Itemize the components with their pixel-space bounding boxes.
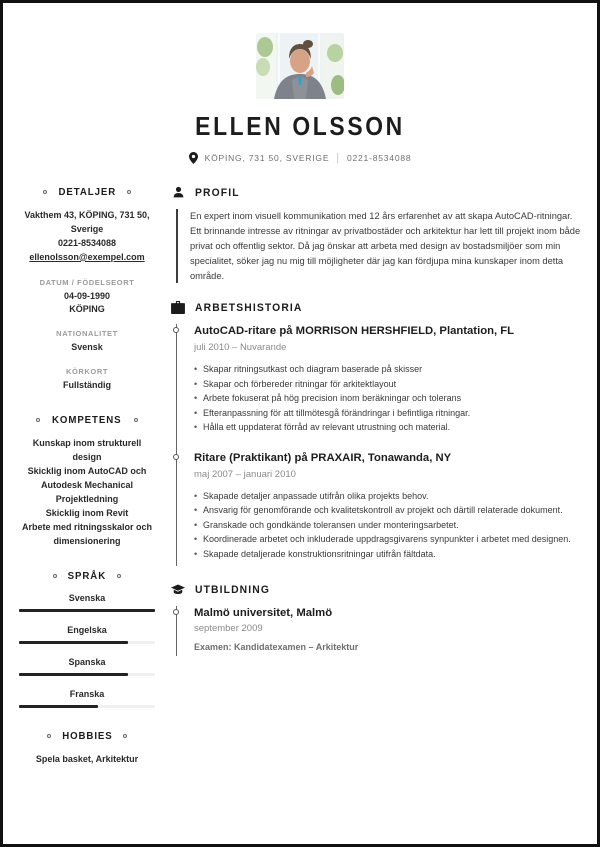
language-bar [19, 673, 155, 676]
job-bullet: • Skapar och förbereder ritningar för arkitektlayout [194, 377, 583, 392]
job-bullet-list [194, 489, 583, 562]
phone-sidebar-text: 0221-8534088 [57, 237, 117, 248]
language-item [19, 625, 155, 644]
skills-header [19, 414, 155, 426]
job-bullet: • Granskade och gondkände toleransen under monteringsarbetet. [194, 518, 583, 533]
ring-icon [134, 418, 138, 422]
sidebar [19, 186, 155, 789]
profile-text: En expert inom visuell kommunikation med 12 års erfarenhet av att skapa AutoCAD-ritningar. Ett brinnande intresse av ritningar av privatbostäder och arkitektur har lett till projekt inom både privat och offentlig sektor. Då jag önskar att arbeta med design av bostadsmiljöer som min specialitet, söker jag nu mig till möjligheter där jag kan fördjupa mina kunskaper inom detta område. [190, 211, 581, 281]
graduation-cap-icon [171, 584, 185, 596]
education-period: september 2009 [194, 623, 263, 635]
profile-body [176, 209, 581, 283]
ring-icon [117, 574, 121, 578]
details-title: DETALJER [58, 186, 116, 198]
ring-icon [36, 418, 40, 422]
candidate-name: ELLEN OLSSON [195, 111, 405, 141]
timeline-dot-icon [173, 327, 179, 333]
education-timeline [176, 606, 583, 657]
briefcase-icon [171, 301, 185, 314]
education-entry [194, 606, 583, 657]
location-pin-icon [189, 152, 198, 164]
job-period: juli 2010 – Nuvarande [194, 342, 287, 354]
job-bullet: • Koordinerade arbetet och inkluderade uppdragsgivarens synpunkter i arbetet med designen. [194, 532, 583, 547]
job-entry [194, 451, 583, 566]
profile-photo-illustration [256, 33, 344, 99]
work-header [171, 301, 583, 314]
ring-icon [127, 190, 131, 194]
timeline-dot-icon [173, 609, 179, 615]
content-columns [3, 186, 597, 789]
language-item [19, 593, 155, 612]
language-bar [19, 609, 155, 612]
nationality-value: Svensk [71, 341, 103, 352]
birth-date: 04-09-1990 [63, 290, 111, 301]
job-heading: Ritare (Praktikant) på PRAXAIR, Tonawanda, NY [194, 451, 452, 464]
profile-photo [256, 33, 344, 99]
skill-item: Skicklig inom AutoCAD och Autodesk Mechanical [27, 465, 147, 490]
contact-divider: | [336, 152, 340, 164]
work-title: ARBETSHISTORIA [195, 301, 303, 314]
ring-icon [47, 734, 51, 738]
job-bullet: • Arbete fokuserat på hög precision inom beräkningar och tolerans [194, 391, 583, 406]
section-profile [171, 186, 583, 283]
contact-line [3, 152, 597, 164]
ring-icon [53, 574, 57, 578]
license-label: KÖRKORT [65, 366, 109, 376]
hobbies-text: Spela basket, Arkitektur [35, 754, 139, 765]
section-hobbies [19, 730, 155, 767]
main-column [155, 186, 583, 789]
language-bar [19, 705, 155, 708]
language-name: Engelska [67, 625, 107, 636]
education-title: UTBILDNING [195, 583, 271, 596]
job-heading: AutoCAD-ritare på MORRISON HERSHFIELD, Plantation, FL [194, 325, 515, 338]
skill-item: Arbete med ritningsskalor och dimensionering [21, 521, 153, 546]
person-icon [171, 186, 185, 199]
work-timeline [176, 324, 583, 565]
details-header [19, 186, 155, 198]
job-bullet: • Skapade detaljer anpassade utifrån olika projekts behov. [194, 489, 583, 504]
ring-icon [43, 190, 47, 194]
languages-header [19, 570, 155, 582]
language-name: Spanska [68, 657, 106, 668]
job-bullet: • Hålla ett uppdaterat förråd av relevant utrustning och material. [194, 420, 583, 435]
nationality-label: NATIONALITET [56, 328, 118, 338]
language-item [19, 657, 155, 676]
job-entry [194, 324, 583, 451]
email-link[interactable]: ellenolsson@exempel.com [29, 251, 145, 262]
degree-text: Examen: Kandidatexamen – Arkitektur [194, 642, 359, 653]
education-header [171, 584, 583, 596]
skills-title: KOMPETENS [52, 413, 122, 426]
skill-item: Skicklig inom Revit [45, 507, 129, 518]
profile-header [171, 186, 583, 199]
birth-label: DATUM / FÖDELSEORT [39, 277, 135, 287]
job-bullet: • Ansvarig för genomförande och kvalitetskontroll av projekt och därtill relaterade dokument. [194, 503, 583, 518]
language-bar [19, 641, 155, 644]
location-text: KÖPING, 731 50, SVERIGE [204, 153, 330, 163]
language-item [19, 689, 155, 708]
skill-item: Kunskap inom strukturell design [32, 437, 142, 462]
phone-text: 0221-8534088 [346, 153, 412, 163]
section-languages [19, 570, 155, 708]
hobbies-title: HOBBIES [61, 730, 113, 743]
job-period: maj 2007 – januari 2010 [194, 468, 296, 480]
header [3, 3, 597, 164]
license-value: Fullständig [63, 379, 111, 390]
profile-title: PROFIL [195, 186, 240, 199]
hobbies-header [19, 730, 155, 742]
school-name: Malmö universitet, Malmö [194, 606, 333, 619]
languages-title: SPRÅK [67, 570, 107, 583]
address-text: Vakthem 43, KÖPING, 731 50, Sverige [24, 210, 150, 234]
section-education [171, 584, 583, 657]
section-skills [19, 414, 155, 549]
language-name: Svenska [68, 593, 106, 604]
ring-icon [123, 734, 127, 738]
language-name: Franska [69, 689, 105, 700]
section-work [171, 301, 583, 565]
job-bullet: • Efteranpassning för att tillmötesgå förändringar i befintliga ritningar. [194, 406, 583, 421]
timeline-dot-icon [173, 454, 179, 460]
section-details [19, 186, 155, 392]
job-bullet-list [194, 362, 583, 435]
skill-item: Projektledning [55, 493, 119, 504]
birth-place: KÖPING [69, 303, 105, 314]
job-bullet: • Skapar ritningsutkast och diagram baserade på skisser [194, 362, 583, 377]
job-bullet: • Skapade detaljerade konstruktionsritningar utifrån fältdata. [194, 547, 583, 562]
